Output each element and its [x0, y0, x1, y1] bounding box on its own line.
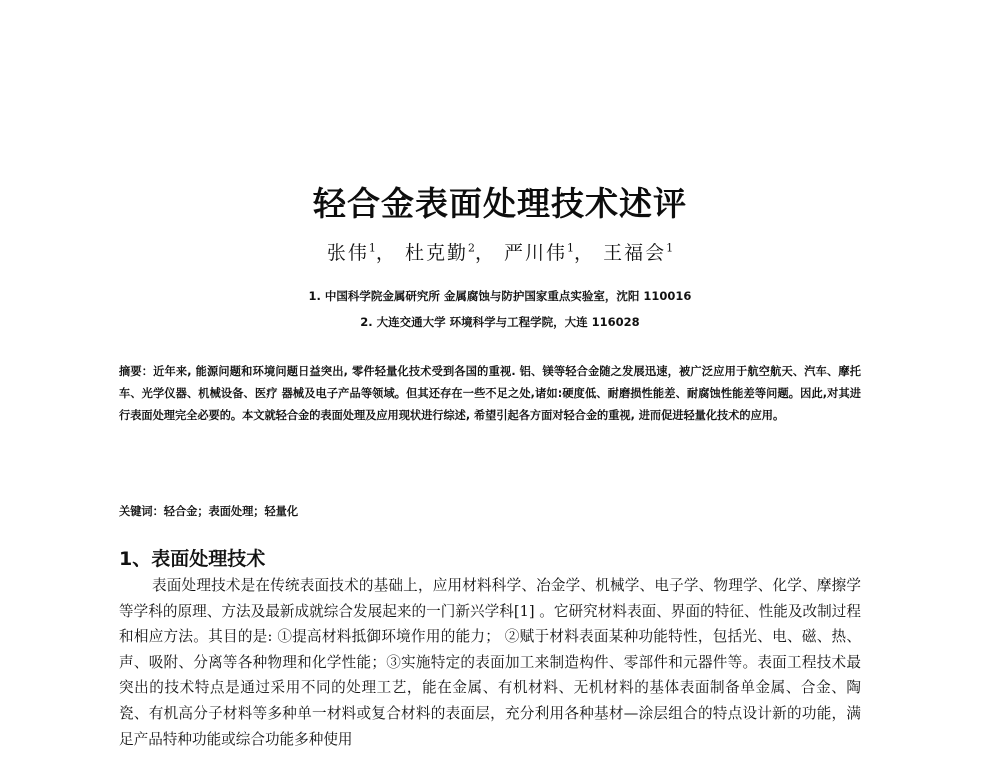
keywords [119, 503, 298, 519]
abstract [119, 361, 861, 427]
author-name: 张伟 [326, 242, 369, 264]
keywords-label: 关键词： [119, 505, 164, 518]
abstract-text: 近年来, 能源问题和环境问题日益突出, 零件轻量化技术受到各国的重视. 铝、镁等轻合金随之发展迅速，被广泛应用于航空航天、汽车、摩托车、光学仪器、机械设备、医疗 器械及电子产品等领域。但其还存在一些不足之处,诸如:硬度低、耐磨损性能差、耐腐蚀性能差等问题。因此,对其进行表面处理完全必要的。本文就轻合金的表面处理及应用现状进行综述, 希望引起各方面对轻合金的重视, 进而促进轻量化技术的应用。 [119, 365, 861, 422]
author-name: 严川伟 [504, 242, 568, 264]
body-paragraph: 表面处理技术是在传统表面技术的基础上，应用材料科学、冶金学、机械学、电子学、物理学、化学、摩擦学等学科的原理、方法及最新成就综合发展起来的一门新兴学科[1] 。它研究材料表面、界面的特征、性能及改制过程和相应方法。其目的是: ①提高材料抵御环境作用的能力； ②赋于材料表面某种功能特性，包括光、电、磁、热、声、吸附、分离等各种物理和化学性能；③实施特定的表面加工来制造构件、零部件和元器件等。表面工程技术最突出的技术特点是通过采用不同的处理工艺，能在金属、有机材料、无机材料的基体表面制备单金属、合金、陶瓷、有机高分子材料等多种单一材料或复合材料的表面层，充分利用各种基材—涂层组合的特点设计新的功能，满足产品特种功能或综合功能多种使用 [119, 577, 861, 748]
keywords-text: 轻合金；表面处理；轻量化 [163, 505, 299, 518]
author-affiliation-mark: 1 [666, 241, 674, 255]
author-name: 王福会 [603, 242, 667, 264]
author-separator: ， [574, 242, 596, 264]
author-separator: ， [474, 242, 496, 264]
affiliation-1: 1. 中国科学院金属研究所 金属腐蚀与防护国家重点实验室，沈阳 110016 [308, 289, 692, 303]
paper-title: 轻合金表面处理技术述评 [313, 184, 687, 223]
author-list [0, 238, 1000, 265]
author-separator: ， [375, 242, 397, 264]
section-heading: 1、表面处理技术 [119, 548, 266, 570]
author-affiliation-mark: 2 [467, 241, 475, 255]
author-affiliation-mark: 1 [567, 241, 575, 255]
affiliation-2: 2. 大连交通大学 环境科学与工程学院，大连 116028 [360, 315, 640, 329]
author-name: 杜克勤 [404, 242, 468, 264]
author-affiliation-mark: 1 [368, 241, 376, 255]
abstract-label: 摘要： [119, 365, 154, 378]
